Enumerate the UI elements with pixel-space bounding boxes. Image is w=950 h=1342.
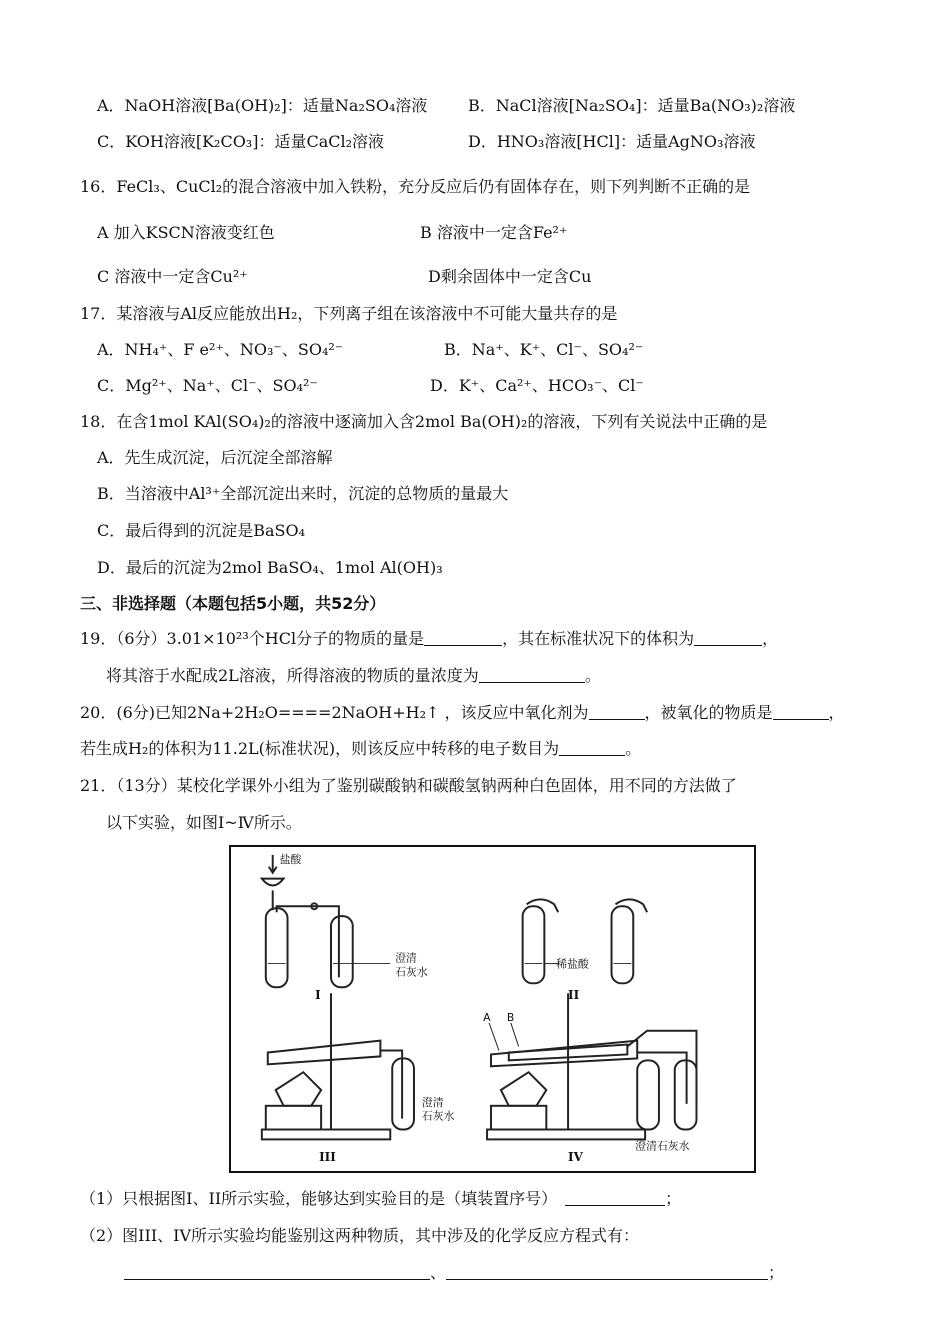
q21-stem-line2: 以下实验，如图Ⅰ~Ⅳ所示。 [106, 813, 302, 832]
q20-text-5: 。 [625, 739, 642, 758]
label-a: A [483, 1010, 491, 1024]
q15-option-a: A．NaOH溶液[Ba(OH)₂]：适量Na₂SO₄溶液 [97, 96, 428, 115]
q20-text-3: ， [828, 703, 845, 722]
panel-label-iv: IV [568, 1150, 583, 1165]
q20-blank-oxidant[interactable] [589, 703, 645, 720]
block-iii [266, 1106, 321, 1130]
q19-blank-concentration[interactable] [479, 666, 585, 683]
label-limewater-i-2: 石灰水 [395, 965, 428, 979]
funnel [262, 879, 284, 886]
label-limewater-iii-2: 石灰水 [421, 1109, 455, 1123]
q16-option-b: B 溶液中一定含Fe²⁺ [420, 223, 568, 242]
q18-option-a: A．先生成沉淀，后沉淀全部溶解 [97, 448, 333, 467]
q16-stem: 16．FeCl₃、CuCl₂的混合溶液中加入铁粉，充分反应后仍有固体存在，则下列判断不正确的是 [80, 177, 751, 196]
burner-iv [501, 1072, 546, 1106]
q21-blank-device[interactable] [565, 1189, 665, 1206]
label-limewater-iii-1: 澄清 [421, 1095, 444, 1109]
q19-blank-amount[interactable] [424, 629, 502, 646]
q20-blank-electrons[interactable] [559, 739, 625, 756]
panel-label-iii: III [319, 1150, 336, 1165]
q19-text-2: ，其在标准状况下的体积为 [502, 629, 695, 648]
q20-line2 [80, 738, 641, 760]
q20-text-2: ，被氧化的物质是 [644, 703, 773, 722]
q15-option-c: C．KOH溶液[K₂CO₃]：适量CaCl₂溶液 [97, 132, 385, 151]
q21-sub2: （2）图III、IV所示实验均能鉴别这两种物质，其中涉及的化学反应方程式有： [80, 1226, 640, 1245]
panel-label-i: I [315, 988, 321, 1003]
block-iv [491, 1106, 546, 1130]
burner-iii [276, 1072, 321, 1106]
heated-tube-iii [268, 1041, 381, 1065]
q21-stem-line1: 21．（13分）某校化学课外小组为了鉴别碳酸钠和碳酸氢钠两种白色固体，用不同的方法做了 [80, 776, 737, 795]
test-tube-right [331, 916, 353, 987]
q17-option-d: D．K⁺、Ca²⁺、HCO₃⁻、Cl⁻ [430, 376, 644, 395]
q21-sub2-answers [124, 1262, 784, 1284]
label-b: B [506, 1010, 515, 1024]
q18-option-b: B．当溶液中Al³⁺全部沉淀出来时，沉淀的总物质的量最大 [97, 484, 509, 503]
q19-line2 [106, 665, 601, 687]
q21-sub1-text: （1）只根据图Ⅰ、II所示实验，能够达到实验目的是（填装置序号） [80, 1189, 558, 1208]
q21-blank-equation-2[interactable] [446, 1263, 768, 1280]
q18-option-c: C．最后得到的沉淀是BaSO₄ [97, 521, 306, 540]
q18-stem: 18．在含1mol KAl(SO₄)₂的溶液中逐滴加入含2mol Ba(OH)₂的溶液，下列有关说法中正确的是 [80, 412, 768, 431]
panel-label-ii: II [568, 988, 580, 1003]
q16-option-c: C 溶液中一定含Cu²⁺ [97, 267, 248, 286]
test-tube-ii-right [612, 906, 634, 983]
q16-option-a: A 加入KSCN溶液变红色 [97, 223, 275, 242]
q19-blank-volume[interactable] [694, 629, 762, 646]
q19-text-5: 。 [584, 666, 601, 685]
q15-option-d: D．HNO₃溶液[HCl]：适量AgNO₃溶液 [468, 132, 756, 151]
label-hcl: 盐酸 [279, 852, 302, 866]
q17-option-b: B．Na⁺、K⁺、Cl⁻、SO₄²⁻ [444, 340, 644, 359]
label-limewater-i-1: 澄清 [395, 951, 417, 965]
label-limewater-iv: 澄清石灰水 [635, 1139, 690, 1153]
q19-line1 [80, 628, 778, 650]
q19-text-4: 将其溶于水配成2L溶液，所得溶液的物质的量浓度为 [106, 666, 479, 685]
delivery-tube [277, 906, 339, 977]
q18-option-d: D．最后的沉淀为2mol BaSO₄、1mol Al(OH)₃ [97, 558, 443, 577]
test-tube-ii-left [523, 906, 545, 983]
apparatus-diagram [231, 847, 754, 1171]
test-tube-iv-left [637, 1060, 659, 1129]
stand-base-iii [262, 1130, 390, 1140]
q20-line1 [80, 702, 845, 724]
q21-blank-equation-1[interactable] [124, 1263, 430, 1280]
section-heading: 三、非选择题（本题包括5小题，共52分） [80, 594, 386, 613]
q21-sub1-end: ； [665, 1189, 682, 1208]
q17-option-a: A．NH₄⁺、F e²⁺、NO₃⁻、SO₄²⁻ [97, 340, 344, 359]
label-dilute-hcl: 稀盐酸 [556, 957, 589, 971]
q15-option-b: B．NaCl溶液[Na₂SO₄]：适量Ba(NO₃)₂溶液 [468, 96, 796, 115]
q20-blank-oxidized[interactable] [773, 703, 829, 720]
q19-text-3: ， [762, 629, 779, 648]
q16-option-d: D剩余固体中一定含Cu [428, 267, 592, 286]
q21-sub1 [80, 1188, 681, 1210]
q20-text-4: 若生成H₂的体积为11.2L(标准状况)，则该反应中转移的电子数目为 [80, 739, 560, 758]
q20-text-1: 20．(6分)已知2Na+2H₂O====2NaOH+H₂↑ ，该反应中氧化剂为 [80, 703, 589, 722]
q19-text-1: 19．（6分）3.01×10²³个HCl分子的物质的量是 [80, 629, 425, 648]
q17-option-c: C．Mg²⁺、Na⁺、Cl⁻、SO₄²⁻ [97, 376, 318, 395]
apparatus-figure [229, 845, 756, 1173]
q21-sub2-sep: 、 [430, 1263, 447, 1282]
q21-sub2-end: ； [768, 1263, 785, 1282]
test-tube-left [266, 908, 288, 987]
stand-base-iv [487, 1130, 645, 1140]
q17-stem: 17．某溶液与Al反应能放出H₂，下列离子组在该溶液中不可能大量共存的是 [80, 304, 618, 323]
